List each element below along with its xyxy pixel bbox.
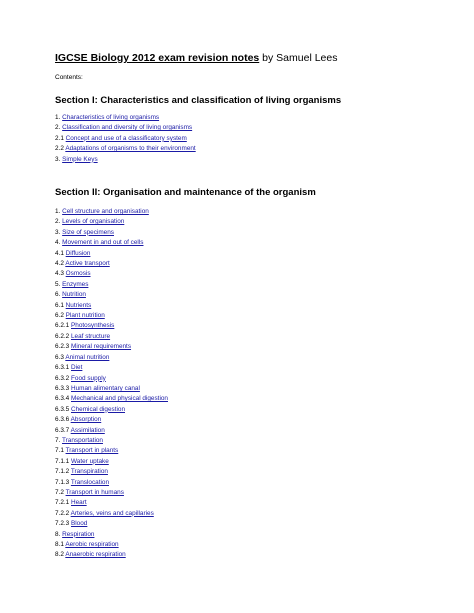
toc-item-link[interactable]: Characteristics of living organisms (62, 114, 160, 121)
toc-item-link[interactable]: Assimilation (70, 426, 105, 434)
toc-item-number: 7.2.2 (55, 509, 70, 517)
toc-item (55, 134, 196, 144)
toc-item-number: 7.1 (55, 447, 64, 455)
toc-item (55, 342, 168, 352)
toc-item (55, 155, 196, 165)
toc-item-link[interactable]: Photosynthesis (71, 322, 115, 330)
toc-item-number: 6.3.4 (55, 395, 70, 403)
toc-item-number: 2.2 (55, 145, 64, 153)
toc-item-number: 6.2.1 (55, 322, 70, 330)
toc-item (55, 394, 168, 404)
toc-item-number: 7. (55, 436, 61, 444)
toc-item (55, 301, 168, 311)
document-title (55, 52, 337, 64)
toc-item-link[interactable]: Anaerobic respiration (65, 551, 126, 559)
toc-item-number: 2. (55, 124, 61, 132)
toc-item-link[interactable]: Plant nutrition (65, 312, 105, 320)
toc-item-number: 6.2.2 (55, 332, 70, 340)
toc-item-number: 1. (55, 114, 61, 121)
toc-item-number: 7.1.1 (55, 457, 70, 465)
toc-item (55, 509, 168, 519)
toc-item (55, 353, 168, 363)
toc-item (55, 290, 168, 300)
toc-item-link[interactable]: Water uptake (71, 457, 109, 465)
toc-item-link[interactable]: Leaf structure (71, 332, 111, 340)
toc-item-number: 6.2.3 (55, 343, 70, 351)
toc-item (55, 446, 168, 456)
toc-item-number: 6.3.6 (55, 416, 70, 424)
contents-label: Contents: (55, 74, 83, 81)
toc-item-number: 6.3.1 (55, 364, 70, 372)
toc-item-link[interactable]: Nutrition (62, 291, 86, 299)
toc-item-link[interactable]: Enzymes (62, 280, 89, 288)
toc-item-link[interactable]: Simple Keys (62, 155, 98, 163)
toc-item-link[interactable]: Diet (71, 364, 83, 372)
toc-item-link[interactable]: Food supply (71, 374, 106, 382)
toc-item (55, 467, 168, 477)
toc-item (55, 436, 168, 446)
toc-item (55, 311, 168, 321)
toc-item (55, 498, 168, 508)
toc-item-link[interactable]: Transport in humans (65, 488, 124, 496)
toc-item (55, 405, 168, 415)
toc-item (55, 238, 168, 248)
toc-item-link[interactable]: Chemical digestion (71, 405, 125, 413)
document-title-main: IGCSE Biology 2012 exam revision notes (55, 52, 260, 64)
toc-item (55, 457, 168, 467)
toc-item-link[interactable]: Active transport (65, 260, 110, 268)
toc-item-link[interactable]: Mineral requirements (71, 343, 132, 351)
toc-item-link[interactable]: Transport in plants (65, 447, 119, 455)
toc-item (55, 123, 196, 133)
toc-item-link[interactable]: Respiration (62, 530, 95, 538)
toc-item (55, 269, 168, 279)
toc-item-number: 6.3.5 (55, 405, 70, 413)
toc-item (55, 249, 168, 259)
toc-item (55, 217, 168, 227)
toc-item-number: 2.1 (55, 134, 64, 142)
toc-item-link[interactable]: Heart (71, 499, 87, 507)
toc-item-link[interactable]: Mechanical and physical digestion (71, 395, 168, 403)
toc-item (55, 426, 168, 436)
section-1-heading: Section I: Characteristics and classification of living organisms (55, 95, 342, 106)
toc-item-link[interactable]: Nutrients (65, 301, 92, 309)
toc-item-number: 7.2 (55, 488, 64, 496)
toc-item-number: 8.1 (55, 541, 64, 548)
toc-item-link[interactable]: Levels of organisation (62, 218, 125, 226)
toc-item-link[interactable]: Animal nutrition (65, 353, 110, 361)
toc-item-number: 3. (55, 155, 61, 163)
toc-item (55, 363, 168, 373)
toc-item-number: 7.1.2 (55, 468, 70, 476)
section-2-toc-list (55, 207, 168, 561)
toc-item (55, 113, 196, 123)
toc-item-link[interactable]: Aerobic respiration (65, 541, 119, 548)
toc-item (55, 478, 168, 488)
section-2-heading: Section II: Organisation and maintenance of the organism (55, 187, 316, 198)
toc-item (55, 415, 168, 425)
toc-item (55, 280, 168, 290)
toc-item-number: 5. (55, 280, 61, 288)
toc-item-number: 4. (55, 239, 61, 247)
toc-item-number: 8.2 (55, 551, 64, 559)
toc-item (55, 144, 196, 154)
toc-item (55, 332, 168, 342)
toc-item-link[interactable]: Human alimentary canal (71, 384, 140, 392)
toc-item-link[interactable]: Translocation (70, 478, 110, 486)
section-1-toc-list (55, 113, 196, 165)
toc-item-link[interactable]: Osmosis (65, 270, 91, 278)
toc-item-number: 2. (55, 218, 61, 226)
toc-item-number: 6. (55, 291, 61, 299)
toc-item-link[interactable]: Arteries, veins and capillaries (70, 509, 154, 517)
toc-item (55, 259, 168, 269)
toc-item-number: 7.1.3 (55, 478, 70, 486)
toc-item-link[interactable]: Adaptations of organisms to their environment (65, 145, 196, 153)
toc-item-number: 6.3.7 (55, 426, 70, 434)
toc-item-number: 6.2 (55, 312, 64, 320)
toc-item-number: 7.2.1 (55, 499, 70, 507)
toc-item-link[interactable]: Movement in and out of cells (62, 239, 144, 247)
toc-item (55, 228, 168, 238)
toc-item-link[interactable]: Concept and use of a classificatory system (65, 134, 187, 142)
toc-item-number: 4.3 (55, 270, 64, 278)
toc-item-link[interactable]: Classification and diversity of living organisms (62, 124, 193, 132)
toc-item-number: 7.2.3 (55, 520, 70, 528)
toc-item-number: 6.3.2 (55, 374, 70, 382)
toc-item-link[interactable]: Size of specimens (62, 228, 114, 236)
toc-item-number: 6.1 (55, 301, 64, 309)
toc-item-link[interactable]: Cell structure and organisation (62, 208, 149, 215)
toc-item-link[interactable]: Transpiration (70, 468, 108, 476)
toc-item (55, 530, 168, 540)
toc-item (55, 550, 168, 560)
toc-item-link[interactable]: Blood (71, 520, 88, 528)
toc-item (55, 488, 168, 498)
toc-item (55, 321, 168, 331)
toc-item (55, 519, 168, 529)
toc-item-number: 4.1 (55, 249, 64, 257)
toc-item (55, 374, 168, 384)
toc-item-number: 6.3 (55, 353, 64, 361)
document-byline: by Samuel Lees (259, 52, 338, 64)
toc-item-link[interactable]: Diffusion (65, 249, 91, 257)
toc-item-number: 8. (55, 530, 61, 538)
toc-item-link[interactable]: Transportation (62, 436, 103, 444)
toc-item (55, 207, 168, 217)
toc-item-number: 1. (55, 208, 61, 215)
toc-item-link[interactable]: Absorption (70, 416, 102, 424)
toc-item (55, 384, 168, 394)
toc-item-number: 3. (55, 228, 61, 236)
toc-item (55, 540, 168, 550)
toc-item-number: 6.3.3 (55, 384, 70, 392)
toc-item-number: 4.2 (55, 260, 64, 268)
